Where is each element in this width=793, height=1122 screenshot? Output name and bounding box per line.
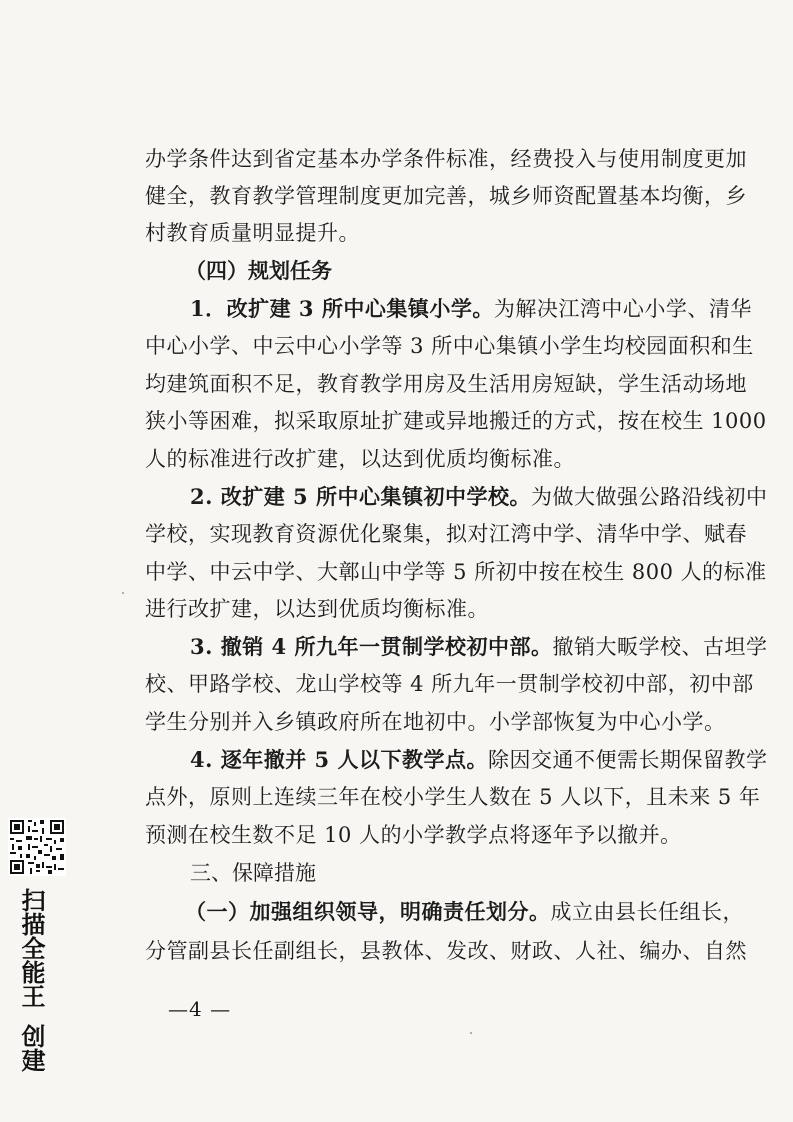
watermark-text: 扫描全能王 — [17, 888, 45, 1008]
paragraph-line: 中学、中云中学、大鄣山中学等 5 所初中按在校生 800 人的标准 — [145, 560, 767, 584]
paragraph-line — [190, 634, 768, 659]
paragraph-line: 健全，教育教学管理制度更加完善，城乡师资配置基本均衡，乡 — [145, 184, 747, 208]
item-title: （一）加强组织领导，明确责任划分。 — [185, 899, 551, 924]
paragraph-line: 分管副县长任副组长，县教体、发改、财政、人社、编办、自然 — [145, 939, 747, 963]
page-number: —4 — — [168, 997, 232, 1021]
paragraph-line — [190, 747, 768, 772]
paragraph-line — [190, 297, 750, 321]
qr-code-icon — [8, 818, 66, 876]
item-text: 为做大做强公路沿线初中 — [530, 485, 768, 509]
paragraph-line: 预测在校生数不足 10 人的小学教学点将逐年予以撤并。 — [145, 823, 682, 847]
item-text: 成立由县长任组长， — [550, 900, 744, 924]
item-text: 为解决江湾中心小学、清华 — [493, 297, 752, 321]
item-title: 1．改扩建 3 所中心集镇小学。 — [190, 296, 494, 321]
paragraph-line — [185, 900, 745, 924]
paragraph-line: 学生分别并入乡镇政府所在地初中。小学部恢复为中心小学。 — [145, 710, 726, 734]
item-text: 撤销大畈学校、古坦学 — [552, 635, 768, 659]
section-heading: 三、保障措施 — [190, 861, 316, 885]
scanner-watermark — [14, 888, 44, 1072]
item-title: 2. 改扩建 5 所中心集镇初中学校。 — [190, 484, 531, 509]
paragraph-line — [190, 484, 768, 509]
paragraph-line: 校、甲路学校、龙山学校等 4 所九年一贯制学校初中部，初中部 — [145, 672, 754, 696]
scan-speck — [122, 592, 124, 594]
paragraph-line: 村教育质量明显提升。 — [145, 221, 360, 245]
scan-speck — [470, 1032, 472, 1034]
paragraph-line: 进行改扩建，以达到优质均衡标准。 — [145, 597, 489, 621]
paragraph-line: 办学条件达到省定基本办学条件标准，经费投入与使用制度更加 — [145, 147, 747, 171]
paragraph-line: 学校，实现教育资源优化聚集，拟对江湾中学、清华中学、赋春 — [145, 522, 747, 546]
watermark-text: 创建 — [17, 1024, 45, 1072]
section-heading: （四）规划任务 — [185, 258, 332, 283]
paragraph-line: 人的标准进行改扩建，以达到优质均衡标准。 — [145, 447, 575, 471]
paragraph-line: 狭小等困难，拟采取原址扩建或异地搬迁的方式，按在校生 1000 — [145, 409, 767, 433]
paragraph-line: 点外，原则上连续三年在校小学生人数在 5 人以下，且未来 5 年 — [145, 785, 761, 809]
paragraph-line: 均建筑面积不足，教育教学用房及生活用房短缺，学生活动场地 — [145, 372, 747, 396]
paragraph-line: 中心小学、中云中心小学等 3 所中心集镇小学生均校园面积和生 — [145, 334, 754, 358]
item-text: 除因交通不便需长期保留教学 — [487, 748, 768, 772]
item-title: 3. 撤销 4 所九年一贯制学校初中部。 — [190, 634, 553, 659]
item-title: 4. 逐年撤并 5 人以下教学点。 — [190, 747, 488, 772]
